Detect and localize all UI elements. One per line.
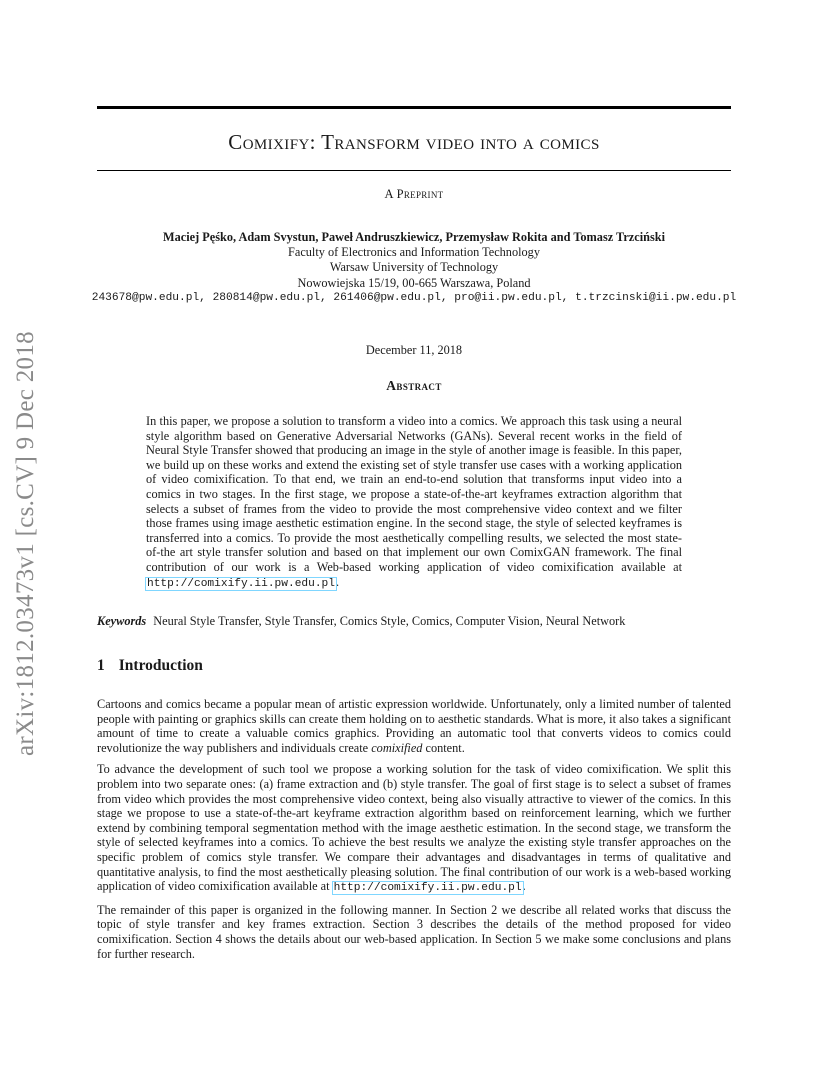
intro-p1-text: Cartoons and comics became a popular mean of artistic expression worldwide. Unfortunately, only a limited number of talented people with painting or graphics skills can create them holding on to aesthetic standards. What is more, it also takes a significant amount of time to create a valuable comics graphics. Providing an automatic tool that converts videos to comics could revolutionize the way publishers and individuals create [97, 697, 731, 755]
publication-date: December 11, 2018 [365, 343, 463, 357]
intro-paragraph-2 [97, 762, 731, 895]
intro-paragraph-3: The remainder of this paper is organized in the following manner. In Section 2 we describe all related works that discuss the topic of style transfer and key frames extraction. Section 3 describes the details of the method proposed for video comixification. Section 4 shows the details about our web-based application. In Section 5 we make some conclusions and plans for further research. [97, 902, 731, 961]
intro-p2-end: . [522, 879, 526, 894]
paper-title: Comixify: Transform video into a comics [228, 130, 600, 154]
author-block [60, 230, 768, 306]
abstract-end: . [335, 574, 340, 589]
arxiv-stamp: arXiv:1812.03473v1 [cs.CV] 9 Dec 2018 [12, 331, 39, 756]
keywords-label: Keywords [97, 614, 147, 628]
intro-p1-emphasis: comixified [371, 740, 423, 755]
intro-p2-text: To advance the development of such tool we propose a working solution for the task of video comixification. We split this problem into two separate ones: (a) frame extraction and (b) style transfer. The goal of first stage is to select a subset of frames from video which provides the most comprehensive video context, being also visually attractive to viewer of the comics. In this stage we propose to use a state-of-the-art keyframe extraction algorithm based on reinforcement learning, which we further extend by combining temporal segmentation method with the image aesthetic estimation. In the second stage, we transform the style of selected keyframes into a comics. To achieve the best results we analyze the existing style transfer approaches on the specific problem of comics style transfer. We compare their advantages and disadvantages in terms of qualitative and quantitative analysis, to find the most aesthetically pleasing solution. The final contribution of our work is a web-based working application of video comixification available at [97, 762, 731, 894]
section-number: 1 [97, 657, 105, 674]
intro-p1-end: content. [425, 740, 465, 755]
author-emails: 243678@pw.edu.pl, 280814@pw.edu.pl, 261406@pw.edu.pl, pro@ii.pw.edu.pl, t.trzcinski@ii.pw.edu.pl [91, 291, 737, 304]
title-bottom-rule [97, 170, 731, 171]
intro-paragraph-1 [97, 697, 731, 755]
abstract-body [146, 414, 682, 591]
address: Nowowiejska 15/19, 00-665 Warszawa, Poland [297, 275, 531, 290]
title-top-rule [97, 106, 731, 109]
faculty: Faculty of Electronics and Information Technology [288, 245, 540, 260]
intro-p2-link[interactable]: http://comixify.ii.pw.edu.pl [333, 882, 522, 895]
author-names: Maciej Pęśko, Adam Svystun, Paweł Andruszkiewicz, Przemysław Rokita and Tomasz Trzciński [162, 230, 665, 244]
keywords-line [97, 614, 731, 629]
introduction-body [97, 697, 731, 968]
abstract-text: In this paper, we propose a solution to transform a video into a comics. We approach this task using a neural style algorithm based on Generative Adversarial Networks (GANs). Several recent works in the field of Neural Style Transfer showed that producing an image in the style of another image is feasible. In this paper, we build up on these works and extend the existing set of style transfer use cases with a working application of video comixification. To that end, we train an end-to-end solution that transforms input video into a comics in two stages. In the first stage, we propose a state-of-the-art keyframes extraction algorithm that selects a subset of frames from the video to provide the most comprehensive video context and we filter those frames using image aesthetic estimation engine. In the second stage, the style of selected keyframes is transferred into a comics. To provide the most aesthetically compelling results, we selected the most state-of-the art style transfer solution and based on that implement our own ComixGAN framework. The final contribution of our work is a Web-based working application of video comixification available at [146, 414, 682, 574]
abstract-link[interactable]: http://comixify.ii.pw.edu.pl [147, 577, 335, 590]
section-heading-introduction [97, 657, 203, 675]
abstract-heading: Abstract [386, 378, 442, 393]
university: Warsaw University of Technology [329, 260, 499, 275]
preprint-label: A Preprint [384, 187, 444, 201]
section-title: Introduction [118, 657, 203, 674]
keywords-list: Neural Style Transfer, Style Transfer, Comics Style, Comics, Computer Vision, Neural Network [153, 614, 626, 628]
